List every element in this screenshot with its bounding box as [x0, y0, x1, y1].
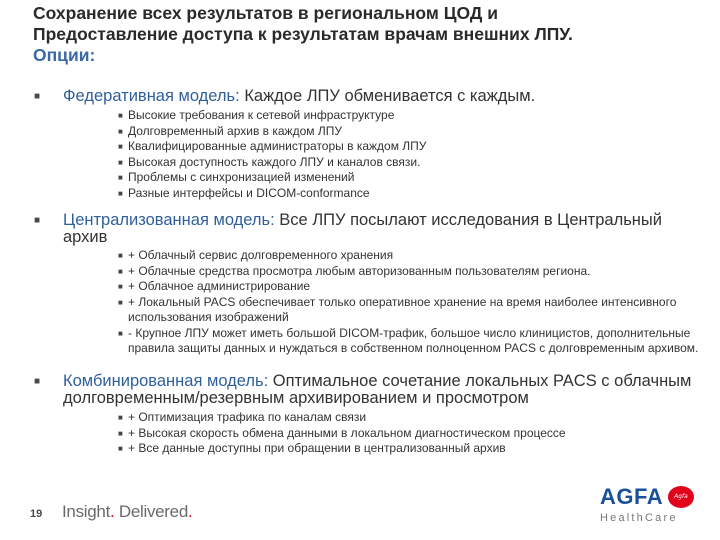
list-item: ■ Высокие требования к сетевой инфраструктуре	[118, 108, 395, 122]
tagline: Insight. Delivered.	[62, 502, 193, 521]
list-item: ■ - Крупное ЛПУ может иметь большой DICOM-трафик, большое число клиницистов, дополнительные правила защиты данных и нуждаться в собственном полноценном PACS с долговременным архивом.	[118, 325, 699, 355]
agfa-rhombus-icon: Agfa	[668, 486, 694, 508]
list-item: ■ Проблемы с синхронизацией изменений	[118, 170, 355, 184]
agfa-logo-text: AGFA	[600, 484, 664, 509]
square-bullet-icon: ■	[118, 266, 123, 276]
list-item: ■ + Локальный PACS обеспечивает только оперативное хранение на время наиболее интенсивного использования изображений	[118, 294, 677, 324]
square-bullet-icon: ■	[118, 157, 123, 167]
section-text: Каждое ЛПУ обменивается с каждым.	[239, 87, 536, 105]
section-centralized-list	[118, 248, 708, 357]
list-item: ■ + Облачные средства просмотра любым авторизованным пользователям региона.	[118, 263, 591, 278]
slide-title	[33, 3, 713, 66]
square-bullet-icon: ■	[118, 126, 123, 136]
square-bullet-icon: ■	[118, 188, 123, 198]
square-bullet-icon: ■	[118, 413, 123, 422]
square-bullet-icon: ■	[118, 328, 123, 338]
list-item: ■ + Высокая скорость обмена данными в локальном диагностическом процессе	[118, 425, 566, 440]
list-item: ■ + Облачный сервис долговременного хранения	[118, 248, 394, 262]
list-item: ■ + Облачное администрирование	[118, 279, 311, 293]
section-label: Централизованная модель:	[63, 211, 275, 229]
title-options: Опции:	[33, 45, 96, 65]
list-item: ■ Квалифицированные администраторы в каждом ЛПУ	[118, 139, 427, 153]
square-bullet-icon: ■	[118, 251, 123, 260]
square-bullet-icon: ■	[118, 142, 123, 151]
square-bullet-icon: ■	[34, 215, 41, 226]
square-bullet-icon: ■	[118, 444, 123, 453]
list-item: ■ Разные интерфейсы и DICOM-conformance	[118, 185, 370, 200]
title-line-1: Сохранение всех результатов в региональном ЦОД и	[33, 3, 498, 23]
section-federated-list	[118, 108, 708, 201]
square-bullet-icon: ■	[34, 376, 41, 387]
section-combined-list	[118, 410, 708, 457]
square-bullet-icon: ■	[118, 173, 123, 182]
square-bullet-icon: ■	[118, 282, 123, 291]
square-bullet-icon: ■	[118, 428, 123, 438]
page-number: 19	[30, 508, 43, 520]
section-label: Комбинированная модель:	[63, 372, 269, 390]
list-item: ■ Высокая доступность каждого ЛПУ и каналов связи.	[118, 154, 421, 169]
list-item: ■ + Оптимизация трафика по каналам связи	[118, 410, 367, 424]
square-bullet-icon: ■	[34, 91, 41, 102]
healthcare-text: HealthCare	[600, 512, 678, 524]
square-bullet-icon: ■	[118, 297, 123, 307]
title-line-2: Предоставление доступа к результатам врачам внешних ЛПУ.	[33, 24, 573, 44]
section-text: Все ЛПУ посылают исследования в Центральный архив	[63, 211, 662, 246]
agfa-logo	[600, 484, 700, 530]
list-item: ■ Долговременный архив в каждом ЛПУ	[118, 123, 342, 138]
section-text: Оптимальное сочетание локальных PACS с облачным долговременным/резервным архивированием и просмотром	[63, 372, 692, 407]
square-bullet-icon: ■	[118, 111, 123, 120]
section-label: Федеративная модель:	[63, 87, 240, 105]
list-item: ■ + Все данные доступны при обращении в централизованный архив	[118, 441, 506, 455]
